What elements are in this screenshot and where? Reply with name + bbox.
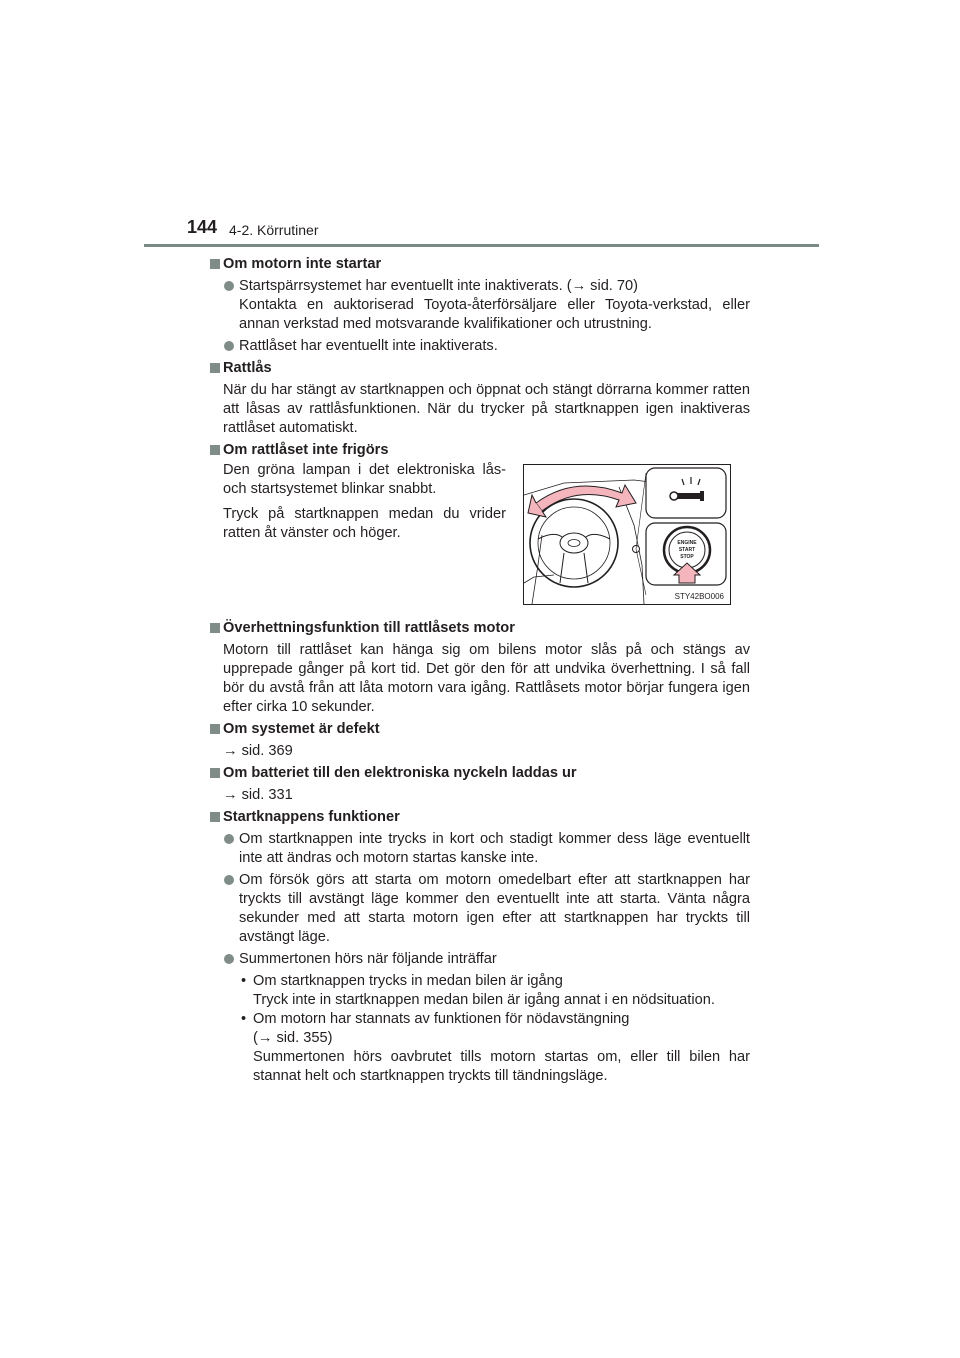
button-label-stop: STOP <box>680 554 694 560</box>
page-reference: sid. 70) <box>590 278 639 294</box>
bullet-item: Startspärrsystemet har eventuellt inte inaktiverats. (→ sid. 70) Kontakta en auktoriserad Toyota-återförsäljare eller Toyota-verkstad, eller annan verkstad med motsvarande kvalifikationer och utrustning. <box>210 277 750 334</box>
page-number: 144 <box>187 217 218 237</box>
section-body: När du har stängt av startknappen och öppnat och stängt dörrarna kommer ratten att låsas av rattlåsfunktionen. När du trycker på startknappen igen inaktiveras rattlåset automatiskt. <box>223 382 750 436</box>
section-heading-lock-not-released: Om rattlåset inte frigörs <box>210 441 750 460</box>
square-bullet-icon <box>210 724 220 734</box>
page-reference: sid. 355) <box>276 1030 333 1046</box>
bullet-item: Om försök görs att starta om motorn omedelbart efter att startknappen har tryckts till avstängt läge kommer den eventuellt inte att starta. Vänta några sekunder med att starta motorn igen efter att startknappen har tryckts till avstängt läge. <box>210 871 750 947</box>
section-heading-overheating: Överhettningsfunktion till rattlåsets motor <box>210 619 750 638</box>
chapter-title: 4-2. Körrutiner <box>229 222 319 238</box>
circle-bullet-icon <box>224 875 234 885</box>
sub-bullet-icon: • <box>241 1011 247 1027</box>
section-body: Motorn till rattlåset kan hänga sig om bilens motor slås på och stängs av upprepade gånger på kort tid. Det gör den för att undvika överhettning. I så fall bör du avstå från att låta motorn vara igång. Rattlåsets motor börjar fungera igen efter cirka 10 sekunder. <box>223 642 750 715</box>
figure-row <box>210 461 750 603</box>
page-reference: → sid. 369 <box>223 743 293 759</box>
horn-pad <box>560 533 588 553</box>
header-rule <box>144 244 819 247</box>
square-bullet-icon <box>210 812 220 822</box>
bullet-item: Rattlåset har eventuellt inte inaktiverats. <box>210 337 750 356</box>
arrow-icon: → <box>223 787 238 803</box>
button-label-engine: ENGINE <box>677 540 697 546</box>
sub-item: • Om startknappen trycks in medan bilen är igång Tryck inte in startknappen medan bilen är igång annat i en nödsituation. <box>241 973 715 1008</box>
sub-item: • Om motorn har stannats av funktionen för nödavstängning (→ sid. 355) Summertonen hörs oavbrutet tills motorn startas om, eller till bilen har stannat helt och startknappen tryckts till tändningsläge. <box>241 1011 750 1084</box>
rotate-wheel-arrow-icon <box>536 485 636 511</box>
section-heading-key-battery: Om batteriet till den elektroniska nyckeln laddas ur <box>210 764 750 783</box>
circle-bullet-icon <box>224 281 234 291</box>
arrow-icon: → <box>257 1030 273 1046</box>
circle-bullet-icon <box>224 341 234 351</box>
page-header <box>187 218 819 244</box>
section-heading-start-button-functions: Startknappens funktioner <box>210 808 750 827</box>
figure-code: STY42BO006 <box>674 592 724 601</box>
bullet-item: Summertonen hörs när följande inträffar <box>210 950 750 969</box>
sub-bullet-icon: • <box>241 973 247 989</box>
circle-bullet-icon <box>224 834 234 844</box>
circle-bullet-icon <box>224 954 234 964</box>
steering-wheel-illustration <box>523 464 731 605</box>
button-label-start: START <box>678 547 696 553</box>
square-bullet-icon <box>210 259 220 269</box>
square-bullet-icon <box>210 445 220 455</box>
square-bullet-icon <box>210 363 220 373</box>
bullet-item: Om startknappen inte trycks in kort och stadigt kommer dess läge eventuellt inte att ändras och motorn startas kanske inte. <box>210 830 750 868</box>
arrow-icon: → <box>571 278 587 294</box>
section-heading-engine-not-starting: Om motorn inte startar <box>210 255 750 274</box>
section-heading-steering-lock: Rattlås <box>210 359 750 378</box>
page-reference: → sid. 331 <box>223 787 293 803</box>
section-heading-system-defect: Om systemet är defekt <box>210 720 750 739</box>
arrow-icon: → <box>223 743 238 759</box>
square-bullet-icon <box>210 623 220 633</box>
square-bullet-icon <box>210 768 220 778</box>
figure-text: Den gröna lampan i det elektroniska lås- och startsystemet blinkar snabbt. Tryck på startknappen medan du vrider ratten åt vänster och höger. <box>223 462 506 541</box>
steering-wheel-drawing <box>524 465 730 604</box>
page-content <box>210 255 750 1086</box>
